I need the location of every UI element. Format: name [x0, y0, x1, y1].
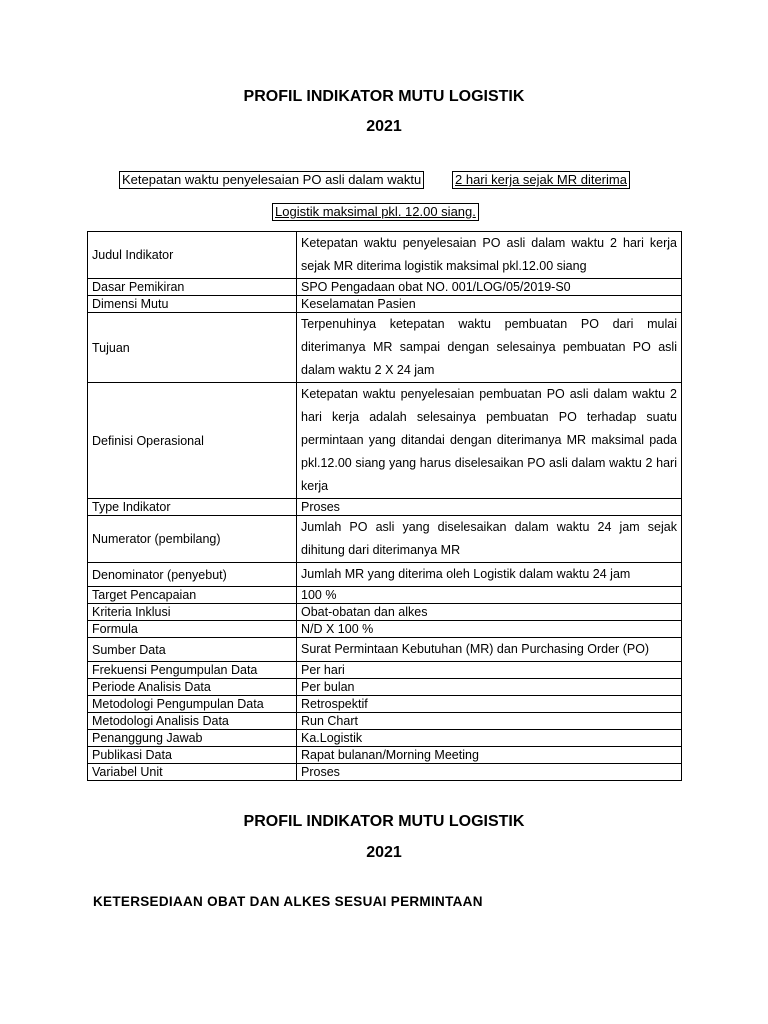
row-label: Definisi Operasional — [88, 383, 297, 499]
row-value: Proses — [297, 499, 682, 516]
row-value: N/D X 100 % — [297, 621, 682, 638]
row-value: Ketepatan waktu penyelesaian pembuatan PO asli dalam waktu 2 hari kerja adalah selesainya pembuatan PO terhadap suatu permintaan yang ditandai dengan diterimanya MR maksimal pada pkl.12.00 siang yang harus diselesaikan PO asli dalam waktu 2 hari kerja — [297, 383, 682, 499]
intro-line-1b: 2 hari kerja sejak MR diterima — [452, 171, 630, 189]
table-row — [88, 679, 682, 696]
row-value: Retrospektif — [297, 696, 682, 713]
table-row — [88, 232, 682, 279]
page-year: 2021 — [366, 118, 402, 135]
row-value: Per hari — [297, 662, 682, 679]
row-value: Rapat bulanan/Morning Meeting — [297, 747, 682, 764]
table-row — [88, 747, 682, 764]
row-label: Type Indikator — [88, 499, 297, 516]
row-value: SPO Pengadaan obat NO. 001/LOG/05/2019-S0 — [297, 279, 682, 296]
row-label: Frekuensi Pengumpulan Data — [88, 662, 297, 679]
row-value: Per bulan — [297, 679, 682, 696]
row-label: Periode Analisis Data — [88, 679, 297, 696]
row-label: Sumber Data — [88, 638, 297, 662]
row-label: Denominator (penyebut) — [88, 563, 297, 587]
page-title-2: PROFIL INDIKATOR MUTU LOGISTIK — [243, 813, 525, 830]
table-row — [88, 313, 682, 383]
row-label: Tujuan — [88, 313, 297, 383]
intro-line-1a: Ketepatan waktu penyelesaian PO asli dalam waktu — [119, 171, 424, 189]
intro-line-2: Logistik maksimal pkl. 12.00 siang. — [272, 203, 479, 221]
page-year-2: 2021 — [366, 844, 402, 861]
table-row — [88, 563, 682, 587]
table-row — [88, 499, 682, 516]
table-row — [88, 604, 682, 621]
table-row — [88, 662, 682, 679]
table-row — [88, 279, 682, 296]
table-row — [88, 296, 682, 313]
row-value: Obat-obatan dan alkes — [297, 604, 682, 621]
row-label: Penanggung Jawab — [88, 730, 297, 747]
row-value: Jumlah PO asli yang diselesaikan dalam waktu 24 jam sejak dihitung dari diterimanya MR — [297, 516, 682, 563]
row-label: Metodologi Pengumpulan Data — [88, 696, 297, 713]
table-row — [88, 587, 682, 604]
row-label: Numerator (pembilang) — [88, 516, 297, 563]
row-value: Keselamatan Pasien — [297, 296, 682, 313]
row-label: Judul Indikator — [88, 232, 297, 279]
row-value: Ka.Logistik — [297, 730, 682, 747]
row-label: Formula — [88, 621, 297, 638]
row-value: Terpenuhinya ketepatan waktu pembuatan PO dari mulai diterimanya MR sampai dengan selesainya pembuatan PO asli dalam waktu 2 X 24 jam — [297, 313, 682, 383]
row-label: Publikasi Data — [88, 747, 297, 764]
table-row — [88, 383, 682, 499]
table-row — [88, 621, 682, 638]
row-label: Variabel Unit — [88, 764, 297, 781]
section-heading: KETERSEDIAAN OBAT DAN ALKES SESUAI PERMINTAAN — [93, 894, 483, 909]
table-row — [88, 730, 682, 747]
row-value: Surat Permintaan Kebutuhan (MR) dan Purchasing Order (PO) — [297, 638, 682, 662]
row-label: Dasar Pemikiran — [88, 279, 297, 296]
table-row — [88, 713, 682, 730]
row-label: Metodologi Analisis Data — [88, 713, 297, 730]
table-row — [88, 638, 682, 662]
row-label: Dimensi Mutu — [88, 296, 297, 313]
table-row — [88, 696, 682, 713]
row-value: Ketepatan waktu penyelesaian PO asli dalam waktu 2 hari kerja sejak MR diterima logistik maksimal pkl.12.00 siang — [297, 232, 682, 279]
row-label: Kriteria Inklusi — [88, 604, 297, 621]
page-title: PROFIL INDIKATOR MUTU LOGISTIK — [243, 88, 525, 105]
indicator-table — [87, 231, 682, 781]
table-row — [88, 764, 682, 781]
row-value: Jumlah MR yang diterima oleh Logistik dalam waktu 24 jam — [297, 563, 682, 587]
row-value: Proses — [297, 764, 682, 781]
row-value: 100 % — [297, 587, 682, 604]
row-value: Run Chart — [297, 713, 682, 730]
table-row — [88, 516, 682, 563]
row-label: Target Pencapaian — [88, 587, 297, 604]
